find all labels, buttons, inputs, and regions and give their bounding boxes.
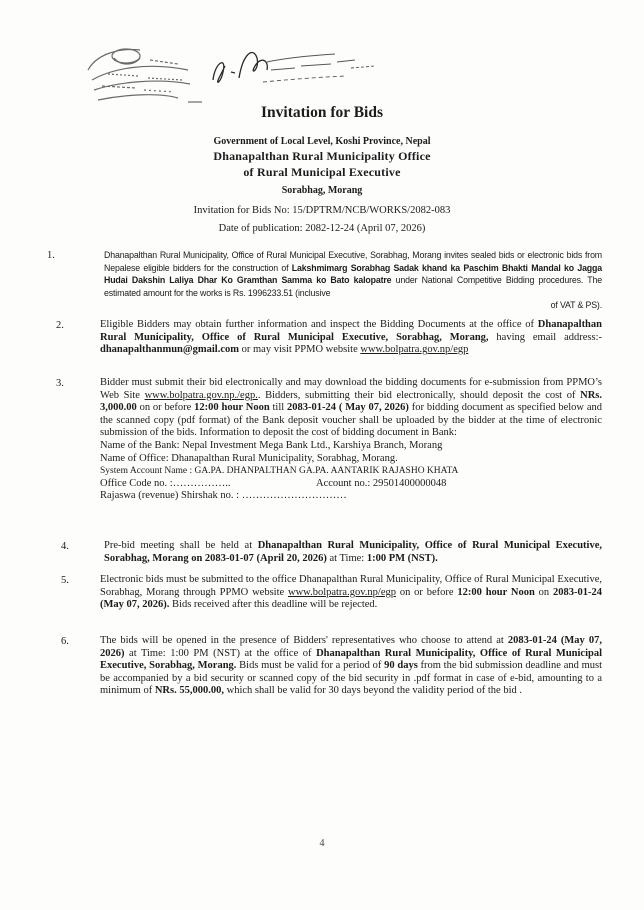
clause-5-text-4: Bids received after this deadline will be rejected. <box>169 599 378 611</box>
government-line: Government of Local Level, Koshi Province, Nepal <box>213 136 431 147</box>
clause-6-text-2: at Time: 1:00 PM (NST) at the office of <box>124 647 317 659</box>
clause-1-invitation <box>104 249 602 312</box>
clause-6-bid-opening <box>100 635 602 698</box>
office-code: Office Code no. :…………….. <box>100 477 231 489</box>
prebid-time: 1:00 PM (NST). <box>366 552 438 564</box>
clause-3-text-4: for bidding document as specified below and the scanned copy (pdf format) of the Bank deposit voucher shall be uploaded by the bidder at the time of electronic submission of the bids. Information to deposit the cost of bidding document in Bank: <box>100 402 602 439</box>
clause-3-deposit-text: . Bidders, submitting their bid electronically, should deposit the cost of <box>257 389 581 401</box>
clause-3-submission <box>100 377 602 503</box>
clause-4-text: Pre-bid meeting shall be held at <box>104 540 258 551</box>
publication-date: Date of publication: 2082-12-24 (April 07, 2026) <box>218 223 426 234</box>
system-account-name: System Account Name : GA.PA. DHANPALTHAN GA.PA. AANTARIK RAJASHO KHATA <box>100 466 459 477</box>
opening-venue: Dhanapalthan Rural Municipality, Office of Rural Municipal Executive, Sorabhag, Morang. <box>100 647 602 672</box>
clause-3-text: Bidder must submit their bid electronically and may download the bidding documents for e-submission from PPMO’s Web Site <box>100 377 602 401</box>
municipality-name: Dhanapalthan Rural Municipality Office <box>213 149 431 163</box>
project-name: Lakshmimarg Sorabhag Sadak khand ka Paschim Bhakti Mandal ko Jagga Hudai Dakshin Laliya Dhar Ko Gramthan Samma ko Bato kalopatre <box>104 262 602 286</box>
ppmo-website-link[interactable]: www.bolpatra.gov.np/egp <box>288 586 396 598</box>
clause-2-information <box>100 319 602 357</box>
clause-5-electronic-bids <box>100 574 602 612</box>
revenue-heading-no: Rajaswa (revenue) Shirshak no. : ………………………… <box>100 490 347 502</box>
item-number: 6. <box>61 636 69 647</box>
officer-signature <box>205 42 395 97</box>
item-number: 3. <box>56 378 64 389</box>
clause-2-email-label: having email address:- <box>488 331 602 343</box>
clause-1-text: Dhanapalthan Rural Municipality, Office of Rural Municipal Executive, Sorabhag, Morang invites sealed bids or electronic bids from Nepalese eligible bidders for the construction of <box>104 250 602 273</box>
clause-1-vat: of VAT & PS). <box>550 300 602 311</box>
clause-2-ppmo-text: or may visit PPMO website <box>239 344 361 356</box>
clause-5-text-3: on <box>534 586 554 598</box>
clause-5-text: Electronic bids must be submitted to the office Dhanapalthan Rural Municipality, Office of Rural Municipal Executive, Sorabhag, Morang through PPMO website <box>100 574 602 598</box>
item-number: 1. <box>47 250 55 261</box>
executive-office-line: of Rural Municipal Executive <box>243 165 401 179</box>
item-number: 5. <box>61 575 69 586</box>
clause-1-estimate: under National Competitive Bidding procedures. The estimated amount for the works is Rs. 1996233.51 (inclusive <box>104 275 602 298</box>
submission-date: 2083-01-24 (May 07, 2026). <box>100 586 603 611</box>
clause-4-time-label: at Time: <box>326 552 367 564</box>
clause-6-text-3: Bids must be valid for a period of <box>236 660 385 672</box>
document-cost: NRs. 3,000.00 <box>100 389 602 414</box>
ppmo-website-link[interactable]: www.bolpatra.gov.np./egp. <box>144 389 258 401</box>
clause-2-text: Eligible Bidders may obtain further information and inspect the Bidding Documents at the office of <box>100 319 538 330</box>
clause-3-text-2: on or before <box>136 402 195 414</box>
validity-period: 90 days <box>384 660 418 672</box>
deadline-date: 2083-01-24 ( May 07, 2026) <box>287 402 409 414</box>
clause-4-prebid-meeting <box>104 540 602 565</box>
item-number: 4. <box>61 541 69 552</box>
bank-name: Name of the Bank: Nepal Investment Mega Bank Ltd., Karshiya Branch, Morang <box>100 439 443 451</box>
submission-time: 12:00 hour Noon <box>457 586 535 598</box>
bid-security-amount: NRs. 55,000.00, <box>154 685 224 697</box>
office-of-deposit: Name of Office: Dhanapalthan Rural Municipality, Sorabhag, Morang. <box>100 452 398 464</box>
ifb-number: Invitation for Bids No: 15/DPTRM/NCB/WORKS/2082-083 <box>193 205 451 216</box>
clause-6-text: The bids will be opened in the presence of Bidders' representatives who choose to attend at <box>100 635 508 646</box>
ppmo-website-link[interactable]: www.bolpatra.gov.np/egp <box>360 344 469 356</box>
prebid-venue-date: Dhanapalthan Rural Municipality, Office of Rural Municipal Executive, Sorabhag, Morang on 2083-01-07 (April 20, 2026) <box>104 540 602 564</box>
clause-5-text-2: on or before <box>396 586 458 598</box>
account-number: Account no.: 29501400000048 <box>316 477 447 489</box>
municipality-seal-stamp <box>78 40 203 106</box>
item-number: 2. <box>56 320 64 331</box>
deadline-time: 12:00 hour Noon <box>194 402 270 414</box>
email-address[interactable]: dhanapalthanmun@gmail.com <box>100 344 240 356</box>
opening-date: 2083-01-24 (May 07, 2026) <box>100 635 602 659</box>
location-line: Sorabhag, Morang <box>281 185 363 196</box>
office-name: Dhanapalthan Rural Municipality, Office of Rural Municipal Executive, Sorabhag, Morang, <box>100 319 602 343</box>
clause-3-text-3: till <box>269 402 288 414</box>
page-number: 4 <box>319 838 325 849</box>
clause-6-text-5: which shall be valid for 30 days beyond the validity period of the bid . <box>223 685 523 697</box>
page-title: Invitation for Bids <box>260 104 384 121</box>
clause-6-text-4: from the bid submission deadline and must be accompanied by a bid security or scanned copy of the bid security in .pdf format in case of e-bid, amounting to a minimum of <box>100 660 603 697</box>
office-code-row <box>100 478 602 491</box>
